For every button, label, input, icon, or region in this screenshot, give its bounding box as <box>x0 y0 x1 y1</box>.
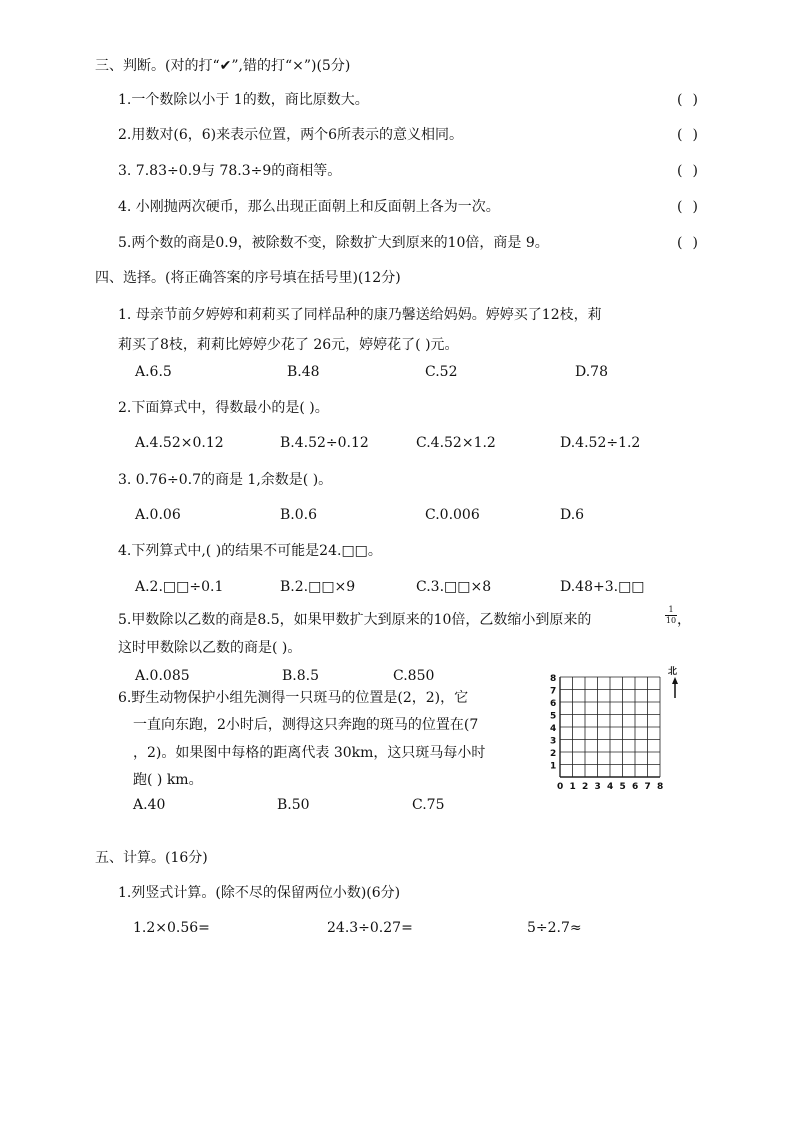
answer-paren-4[interactable]: () <box>677 199 708 215</box>
judge-item-3: 3. 7.83÷0.9与 78.3÷9的商相等。 <box>118 163 342 179</box>
q5-option-c[interactable]: C.850 <box>393 668 435 684</box>
q1-option-b[interactable]: B.48 <box>287 364 320 380</box>
y-tick-label: 8 <box>550 674 557 684</box>
q1-option-c[interactable]: C.52 <box>425 364 458 380</box>
q3-line-1: 3. 0.76÷0.7的商是 1,余数是( )。 <box>118 472 333 488</box>
x-tick-label: 0 <box>557 782 564 792</box>
judge-item-4: 4. 小刚抛两次硬币，那么出现正面朝上和反面朝上各为一次。 <box>118 199 500 215</box>
y-tick-label: 3 <box>550 736 557 747</box>
q2-option-a[interactable]: A.4.52×0.12 <box>135 435 224 451</box>
q5-line-2: 这时甲数除以乙数的商是( )。 <box>118 640 302 656</box>
fraction-numerator: 1 <box>668 605 674 614</box>
q1-option-a[interactable]: A.6.5 <box>135 364 172 380</box>
q3-option-b[interactable]: B.0.6 <box>280 507 318 523</box>
q1-line-1: 1. 母亲节前夕婷婷和莉莉买了同样品种的康乃馨送给妈妈。婷婷买了12枝，莉 <box>118 307 602 323</box>
q6-line-4: 跑( ) km。 <box>133 772 203 788</box>
y-tick-label: 1 <box>550 761 557 772</box>
section-4-heading: 四、选择。(将正确答案的序号填在括号里)(12分) <box>95 270 401 286</box>
x-tick-label: 7 <box>644 782 651 792</box>
vertical-calc-instruction: 1.列竖式计算。(除不尽的保留两位小数)(6分) <box>118 885 401 901</box>
q6-line-1: 6.野生动物保护小组先测得一只斑马的位置是(2，2)，它 <box>118 690 469 706</box>
calc-expression-3: 5÷2.7≈ <box>527 920 582 936</box>
q1-option-d[interactable]: D.78 <box>575 364 608 380</box>
y-tick-label: 6 <box>550 699 557 709</box>
judge-item-2: 2.用数对(6，6)来表示位置，两个6所表示的意义相同。 <box>118 127 464 143</box>
north-arrow-icon <box>672 677 678 698</box>
y-tick-label: 5 <box>550 711 557 722</box>
x-tick-label: 2 <box>582 782 589 792</box>
coordinate-grid-figure <box>545 662 690 797</box>
y-tick-label: 2 <box>550 749 557 759</box>
x-tick-label: 6 <box>632 782 639 792</box>
grid-lines <box>560 677 660 777</box>
q4-option-d[interactable]: D.48+3.□□ <box>560 579 645 595</box>
q5-option-b[interactable]: B.8.5 <box>282 668 320 684</box>
answer-paren-5[interactable]: () <box>677 235 708 251</box>
y-tick-label: 7 <box>550 686 557 697</box>
q3-option-c[interactable]: C.0.006 <box>425 507 480 523</box>
q4-line-1: 4.下列算式中,( )的结果不可能是24.□□。 <box>118 543 382 559</box>
x-tick-label: 3 <box>594 782 601 792</box>
q2-option-b[interactable]: B.4.52÷0.12 <box>280 435 369 451</box>
q4-option-b[interactable]: B.2.□□×9 <box>280 579 356 595</box>
q5-line-1: 5.甲数除以乙数的商是8.5，如果甲数扩大到原来的10倍，乙数缩小到原来的 <box>118 612 592 628</box>
section-5-heading: 五、计算。(16分) <box>95 850 208 866</box>
q6-line-3: ，2)。如果图中每格的距离代表 30km，这只斑马每小时 <box>133 745 486 761</box>
answer-paren-2[interactable]: () <box>677 127 708 143</box>
q6-line-2: 一直向东跑，2小时后，测得这只奔跑的斑马的位置在(7 <box>133 717 479 733</box>
section-3-heading: 三、判断。(对的打“✔”,错的打“×”)(5分) <box>95 58 351 74</box>
q2-option-d[interactable]: D.4.52÷1.2 <box>560 435 641 451</box>
q4-option-a[interactable]: A.2.□□÷0.1 <box>135 579 224 595</box>
q3-option-a[interactable]: A.0.06 <box>135 507 181 523</box>
judge-item-5: 5.两个数的商是0.9，被除数不变，除数扩大到原来的10倍，商是 9。 <box>118 235 549 251</box>
q4-option-c[interactable]: C.3.□□×8 <box>416 579 492 595</box>
calc-expression-1: 1.2×0.56= <box>133 920 210 936</box>
grid-labels <box>550 674 663 792</box>
q6-option-a[interactable]: A.40 <box>133 797 166 813</box>
q5-fraction-tail: ， <box>677 612 691 628</box>
q3-option-d[interactable]: D.6 <box>560 507 585 523</box>
x-tick-label: 8 <box>657 782 664 792</box>
y-tick-label: 4 <box>550 724 557 734</box>
calc-expression-2: 24.3÷0.27= <box>327 920 413 936</box>
north-label: 北 <box>668 667 678 677</box>
q6-option-b[interactable]: B.50 <box>277 797 310 813</box>
x-tick-label: 1 <box>569 782 576 792</box>
q5-fraction <box>665 606 677 625</box>
fraction-denominator: 10 <box>665 616 677 625</box>
q6-option-c[interactable]: C.75 <box>412 797 445 813</box>
x-tick-label: 5 <box>619 782 626 792</box>
q1-line-2: 莉买了8枝，莉莉比婷婷少花了 26元，婷婷花了( )元。 <box>118 337 459 353</box>
answer-paren-1[interactable]: () <box>677 92 708 108</box>
q5-option-a[interactable]: A.0.085 <box>135 668 190 684</box>
q2-line-1: 2.下面算式中，得数最小的是( )。 <box>118 400 329 416</box>
answer-paren-3[interactable]: () <box>677 163 708 179</box>
judge-item-1: 1.一个数除以小于 1的数，商比原数大。 <box>118 92 369 108</box>
x-tick-label: 4 <box>607 782 614 792</box>
q2-option-c[interactable]: C.4.52×1.2 <box>416 435 496 451</box>
